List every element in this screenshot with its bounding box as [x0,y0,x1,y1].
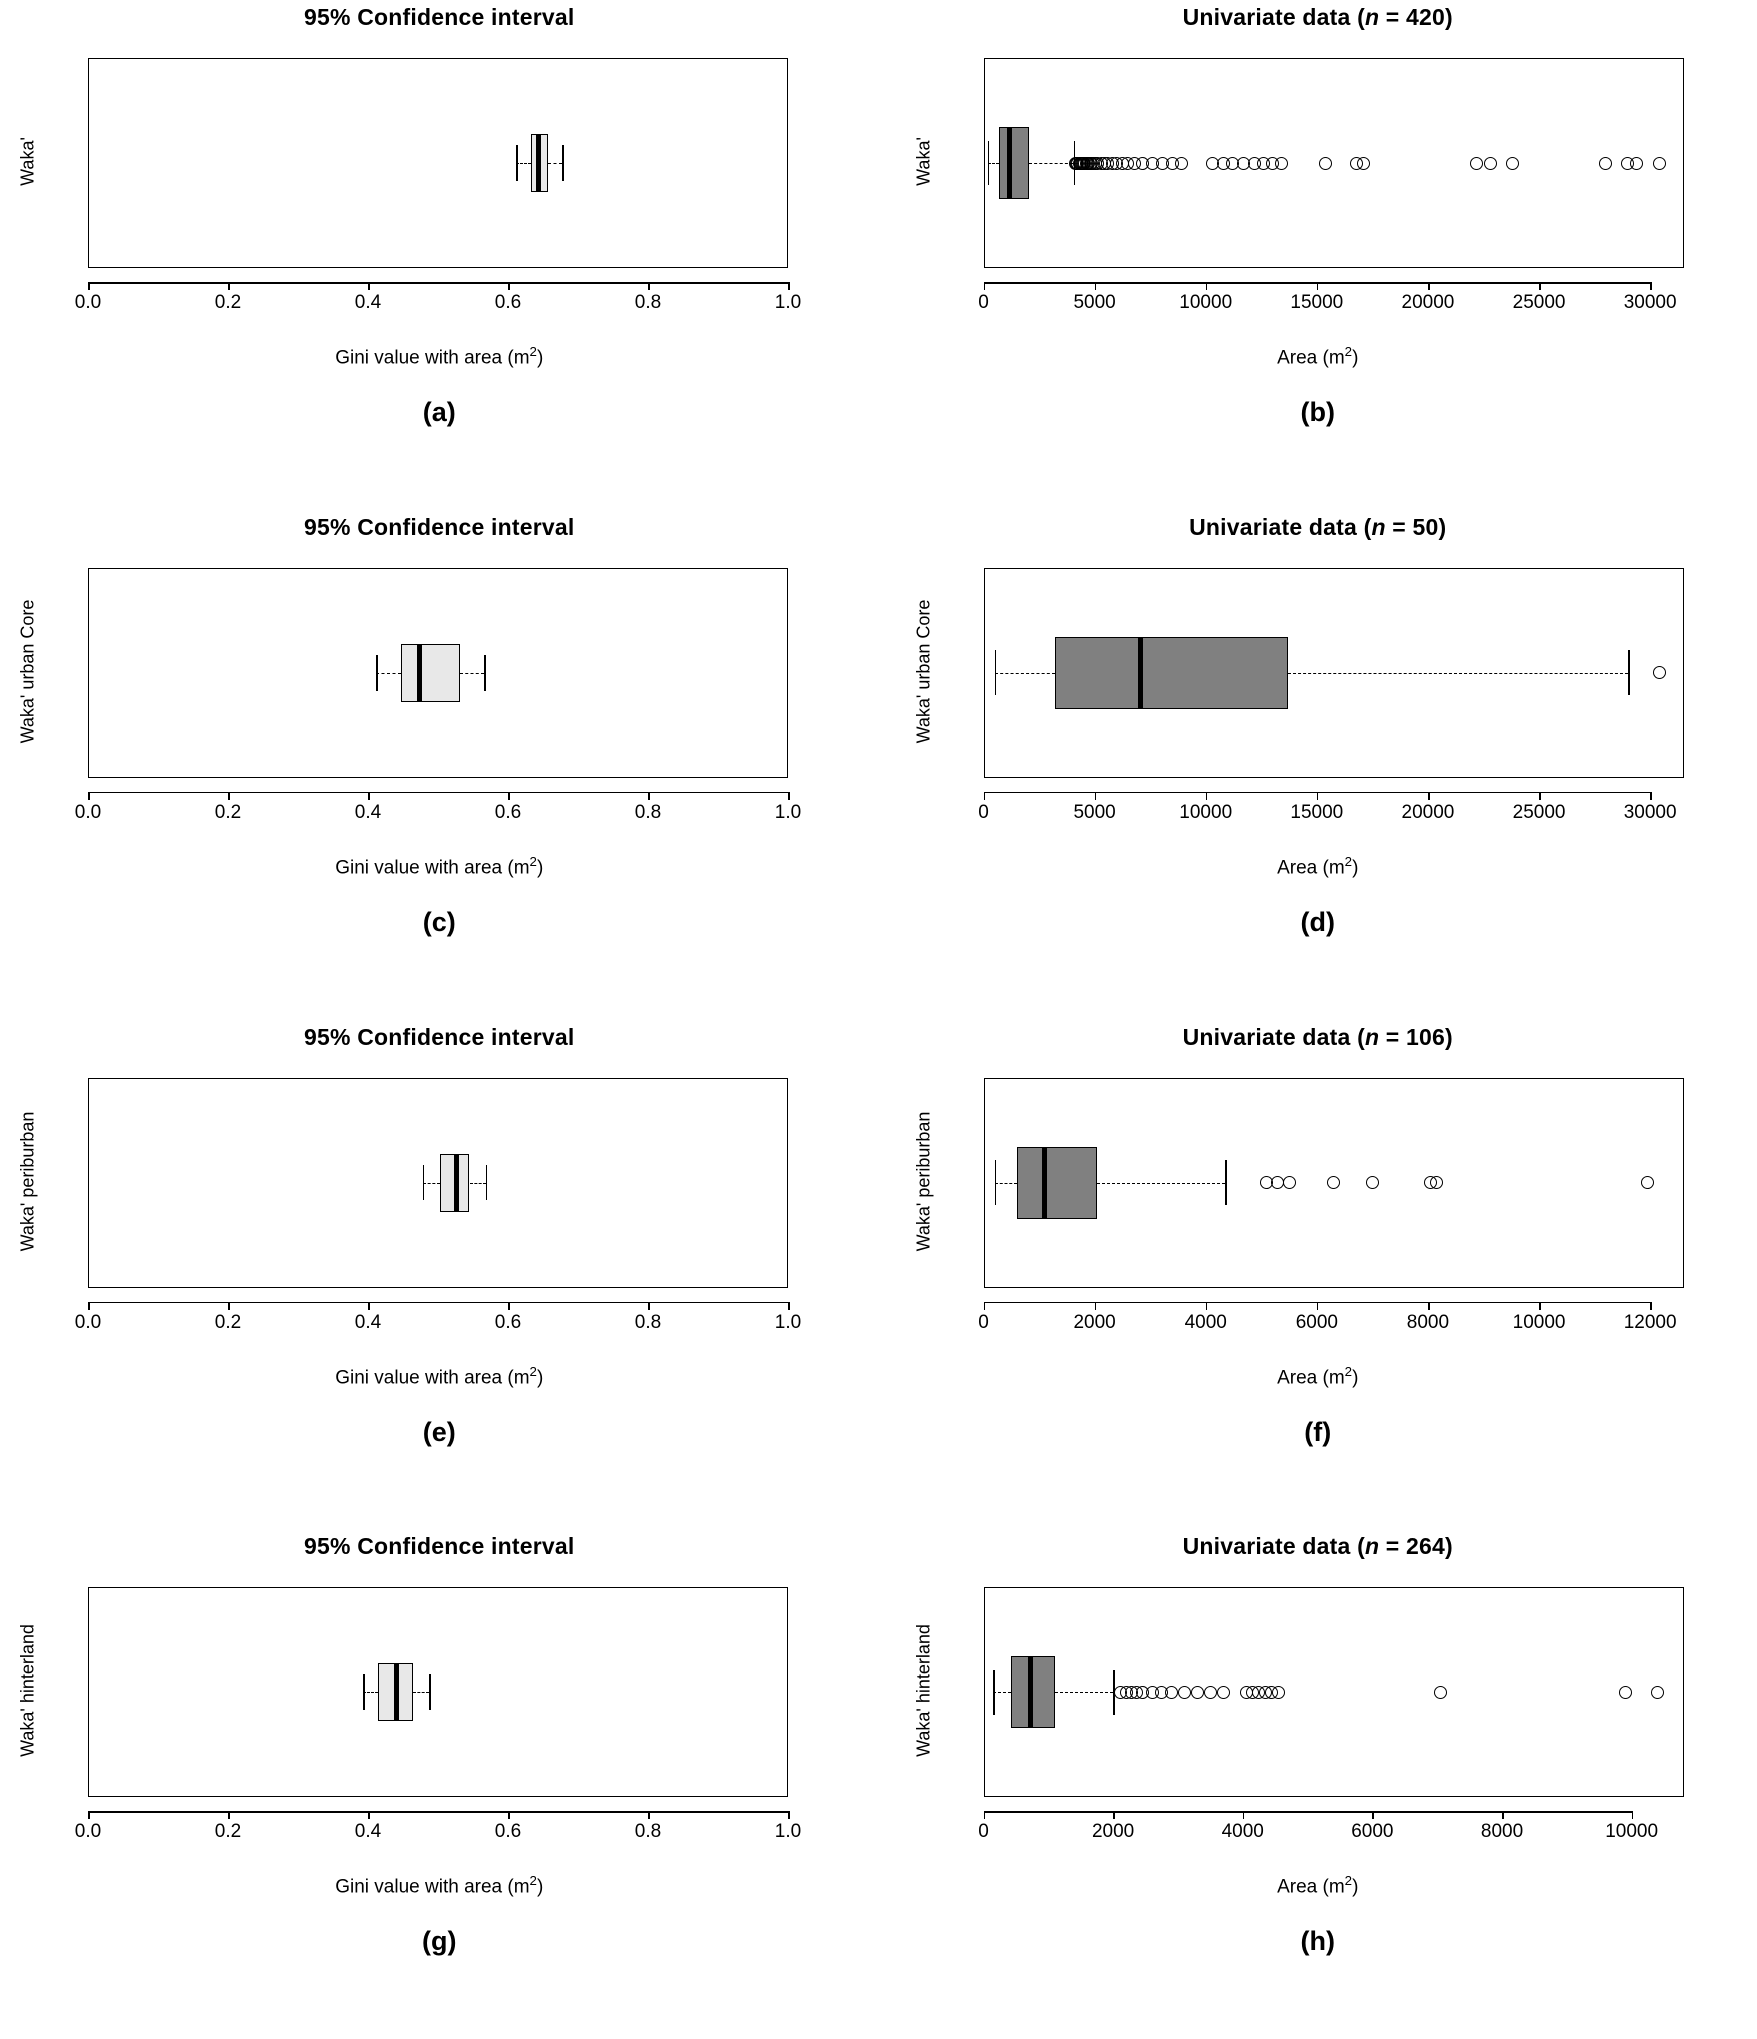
whisker-low-f [995,1183,1017,1184]
x-tick-label-h-0: 0 [978,1821,989,1843]
panel-b [879,0,1757,510]
x-tick-label-d-3: 15000 [1290,801,1344,823]
x-tick-a-0 [88,282,90,290]
cap-low-h [993,1670,995,1715]
x-tick-label-h-4: 8000 [1480,1821,1524,1843]
x-tick-label-f-2: 4000 [1184,1311,1227,1333]
x-tick-g-0 [88,1811,90,1819]
x-tick-label-c-4: 0.8 [634,801,662,823]
outlier-b-40 [1357,157,1370,170]
outlier-b-29 [1175,157,1188,170]
cap-low-d [995,650,997,695]
whisker-low-e [423,1183,441,1184]
x-tick-label-h-2: 4000 [1221,1821,1264,1843]
x-tick-a-2 [368,282,370,290]
x-axis-title-d: Area $(m^2)$ [1277,853,1359,879]
x-tick-label-g-1: 0.2 [214,1821,242,1843]
x-tick-e-4 [648,1302,650,1310]
box-h [1011,1656,1055,1728]
median-c [417,644,422,702]
whisker-high-a [548,163,562,164]
outlier-b-37 [1275,157,1288,170]
x-tick-label-a-5: 1.0 [774,292,802,313]
x-tick-a-3 [508,282,510,290]
y-axis-label-e: Waka' periburban [17,1111,38,1251]
x-tick-c-5 [788,792,790,800]
x-tick-label-f-4: 8000 [1406,1311,1450,1333]
cap-high-g [429,1674,431,1710]
panel-letter-a: (a) [422,397,456,427]
x-tick-f-2 [1206,1302,1208,1310]
panel-letter-c: (c) [422,906,456,937]
plot-area-d [879,510,1757,1020]
x-axis-line-e [88,1302,788,1304]
x-tick-c-0 [88,792,90,800]
whisker-high-b [1029,163,1073,164]
whisker-low-c [376,673,401,674]
x-tick-label-d-4: 20000 [1401,801,1455,823]
x-tick-label-c-1: 0.2 [214,801,242,823]
panel-a [0,0,879,510]
x-tick-label-a-2: 0.4 [354,292,382,313]
x-axis-title-a: Gini value with area $(m^2)$ [335,344,544,369]
x-tick-b-6 [1650,282,1652,290]
x-tick-label-d-6: 30000 [1623,801,1677,823]
x-axis-title-g: Gini value with area $(m^2)$ [335,1873,544,1898]
panel-letter-d: (d) [1300,906,1335,937]
x-tick-label-b-2: 10000 [1179,292,1233,313]
x-tick-label-h-1: 2000 [1091,1821,1135,1843]
box-b [999,127,1029,199]
panel-e [0,1020,879,1530]
x-tick-label-c-2: 0.4 [354,801,382,823]
x-tick-label-g-2: 0.4 [354,1821,382,1843]
x-tick-f-0 [984,1302,986,1310]
x-tick-label-e-3: 0.6 [494,1311,522,1333]
x-tick-label-e-5: 1.0 [774,1311,802,1333]
plot-area-c [0,510,879,1020]
y-axis-label-d: Waka' urban Core [913,599,933,744]
panel-b-title: Univariate data (n = 420) [1182,4,1453,30]
x-tick-h-0 [984,1811,986,1819]
x-tick-label-c-0: 0.0 [74,801,102,823]
x-tick-h-1 [1113,1811,1115,1819]
x-axis-line-g [88,1811,788,1813]
x-tick-label-b-5: 25000 [1512,292,1566,313]
median-d [1138,637,1143,709]
outlier-b-43 [1506,157,1519,170]
panel-h-title: Univariate data (n = 264) [1182,1533,1453,1560]
panel-d [879,510,1757,1020]
x-tick-label-a-4: 0.8 [634,292,662,313]
panel-g-title: 95% Confidence interval [304,1533,575,1560]
x-tick-label-d-1: 5000 [1073,801,1116,823]
x-tick-label-e-1: 0.2 [214,1311,242,1333]
x-tick-c-2 [368,792,370,800]
outlier-f-6 [1430,1176,1443,1189]
x-axis-title-b: Area $(m^2)$ [1277,344,1359,369]
outlier-h-11 [1217,1686,1230,1699]
x-tick-label-f-3: 6000 [1295,1311,1338,1333]
x-tick-label-c-3: 0.6 [494,801,522,823]
outlier-h-8 [1178,1686,1191,1699]
x-tick-label-c-5: 1.0 [774,801,802,823]
box-c [401,644,461,702]
cap-low-a [516,145,518,181]
whisker-high-c [460,673,484,674]
x-axis-title-h: Area $(m^2)$ [1277,1873,1359,1898]
x-tick-label-b-0: 0 [978,292,989,313]
outlier-f-4 [1366,1176,1379,1189]
x-tick-g-1 [228,1811,230,1819]
panel-h [879,1529,1757,2039]
median-b [1007,127,1012,199]
outlier-h-18 [1434,1686,1447,1699]
x-tick-label-g-3: 0.6 [494,1821,522,1843]
x-tick-a-1 [228,282,230,290]
x-tick-e-0 [88,1302,90,1310]
x-axis-title-e: Gini value with area $(m^2)$ [335,1363,544,1388]
x-axis-line-a [88,282,788,284]
cap-high-f [1225,1160,1227,1205]
plot-area-a [0,0,879,510]
x-tick-label-f-5: 10000 [1512,1311,1566,1333]
cap-low-f [995,1160,997,1205]
x-tick-a-5 [788,282,790,290]
x-tick-h-3 [1372,1811,1374,1819]
x-tick-b-2 [1206,282,1208,290]
x-tick-label-b-6: 30000 [1623,292,1677,313]
x-tick-c-1 [228,792,230,800]
x-tick-f-3 [1317,1302,1319,1310]
x-tick-h-4 [1502,1811,1504,1819]
whisker-low-h [993,1692,1011,1693]
outlier-h-7 [1165,1686,1178,1699]
x-tick-label-e-4: 0.8 [634,1311,662,1333]
whisker-low-g [363,1692,378,1693]
whisker-low-b [988,163,1000,164]
whisker-high-e [470,1183,486,1184]
y-axis-label-b: Waka' [913,137,933,186]
cap-high-e [486,1165,488,1201]
median-f [1042,1147,1047,1219]
outlier-f-3 [1327,1176,1340,1189]
x-tick-d-3 [1317,792,1319,800]
x-tick-label-a-0: 0.0 [74,292,102,313]
whisker-low-d [995,673,1055,674]
median-e [454,1154,459,1212]
x-tick-g-3 [508,1811,510,1819]
outlier-b-38 [1319,157,1332,170]
x-tick-label-d-5: 25000 [1512,801,1566,823]
x-tick-e-3 [508,1302,510,1310]
x-tick-b-0 [984,282,986,290]
outlier-h-19 [1619,1686,1632,1699]
plot-area-g [0,1529,879,2039]
box-f [1017,1147,1098,1219]
x-tick-d-0 [984,792,986,800]
cap-low-e [423,1165,425,1201]
outlier-b-46 [1630,157,1643,170]
x-tick-label-b-1: 5000 [1073,292,1116,313]
x-tick-label-a-1: 0.2 [214,292,242,313]
whisker-high-g [413,1692,429,1693]
plot-area-e [0,1020,879,1530]
x-tick-g-5 [788,1811,790,1819]
whisker-high-h [1055,1692,1113,1693]
x-tick-e-1 [228,1302,230,1310]
panel-f-title: Univariate data (n = 106) [1182,1023,1453,1050]
outlier-b-41 [1470,157,1483,170]
panel-e-title: 95% Confidence interval [304,1023,575,1050]
outlier-d-0 [1653,666,1666,679]
plot-area-h [879,1529,1757,2039]
plot-frame-a [88,58,788,268]
outlier-b-47 [1653,157,1666,170]
panel-g [0,1529,879,2039]
whisker-high-f [1097,1183,1225,1184]
median-g [394,1663,399,1721]
panel-letter-b: (b) [1300,397,1335,427]
outlier-h-17 [1272,1686,1285,1699]
median-h [1028,1656,1033,1728]
y-axis-label-c: Waka' urban Core [17,599,38,744]
x-tick-label-a-3: 0.6 [494,292,522,313]
x-tick-label-g-4: 0.8 [634,1821,662,1843]
panel-d-title: Univariate data (n = 50) [1189,513,1447,540]
x-tick-label-h-5: 10000 [1605,1821,1659,1843]
x-tick-c-3 [508,792,510,800]
x-tick-e-5 [788,1302,790,1310]
x-axis-line-h [984,1811,1632,1813]
y-axis-label-f: Waka' periburban [913,1111,933,1251]
x-tick-label-b-3: 15000 [1290,292,1344,313]
x-tick-a-4 [648,282,650,290]
x-tick-c-4 [648,792,650,800]
outlier-h-20 [1651,1686,1664,1699]
panel-a-title: 95% Confidence interval [304,4,575,30]
x-tick-label-d-2: 10000 [1179,801,1233,823]
x-tick-label-e-0: 0.0 [74,1311,102,1333]
whisker-low-a [516,163,531,164]
x-tick-label-h-3: 6000 [1351,1821,1394,1843]
outlier-h-9 [1191,1686,1204,1699]
x-tick-d-2 [1206,792,1208,800]
x-tick-h-2 [1243,1811,1245,1819]
box-d [1055,637,1288,709]
x-tick-b-4 [1428,282,1430,290]
x-tick-d-1 [1095,792,1097,800]
x-tick-g-4 [648,1811,650,1819]
outlier-h-10 [1204,1686,1217,1699]
outlier-b-44 [1599,157,1612,170]
whisker-high-d [1288,673,1628,674]
panel-letter-e: (e) [422,1416,456,1447]
x-tick-h-5 [1632,1811,1634,1819]
x-tick-d-5 [1539,792,1541,800]
median-a [536,134,541,192]
x-tick-label-b-4: 20000 [1401,292,1455,313]
x-tick-f-4 [1428,1302,1430,1310]
x-tick-f-1 [1095,1302,1097,1310]
x-tick-g-2 [368,1811,370,1819]
x-tick-label-f-6: 12000 [1623,1311,1677,1333]
x-tick-label-g-5: 1.0 [774,1821,802,1843]
x-tick-b-5 [1539,282,1541,290]
outlier-b-42 [1484,157,1497,170]
panel-letter-g: (g) [422,1926,457,1957]
x-tick-e-2 [368,1302,370,1310]
x-tick-d-4 [1428,792,1430,800]
x-tick-label-g-0: 0.0 [74,1821,102,1843]
panel-letter-h: (h) [1300,1926,1335,1957]
x-tick-d-6 [1650,792,1652,800]
outlier-f-7 [1641,1176,1654,1189]
x-tick-label-f-0: 0 [978,1311,989,1333]
cap-low-c [376,655,378,691]
x-axis-title-f: Area $(m^2)$ [1277,1363,1359,1388]
cap-high-d [1628,650,1630,695]
cap-high-c [484,655,486,691]
x-tick-label-f-1: 2000 [1073,1311,1116,1333]
cap-low-b [988,141,990,186]
x-tick-b-1 [1095,282,1097,290]
x-tick-label-e-2: 0.4 [354,1311,382,1333]
x-axis-title-c: Gini value with area $(m^2)$ [335,853,544,879]
x-tick-b-3 [1317,282,1319,290]
panel-f [879,1020,1757,1530]
y-axis-label-h: Waka' hinterland [913,1624,933,1758]
x-tick-f-5 [1539,1302,1541,1310]
panel-c [0,510,879,1020]
x-tick-f-6 [1650,1302,1652,1310]
plot-area-f [879,1020,1757,1530]
plot-area-b [879,0,1757,510]
panel-c-title: 95% Confidence interval [304,513,575,540]
outlier-f-2 [1283,1176,1296,1189]
cap-high-a [562,145,564,181]
y-axis-label-g: Waka' hinterland [17,1624,38,1758]
panel-letter-f: (f) [1304,1416,1332,1447]
y-axis-label-a: Waka' [17,137,38,186]
x-tick-label-d-0: 0 [978,801,989,823]
x-axis-line-c [88,792,788,794]
plot-frame-g [88,1587,788,1797]
cap-low-g [363,1674,365,1710]
